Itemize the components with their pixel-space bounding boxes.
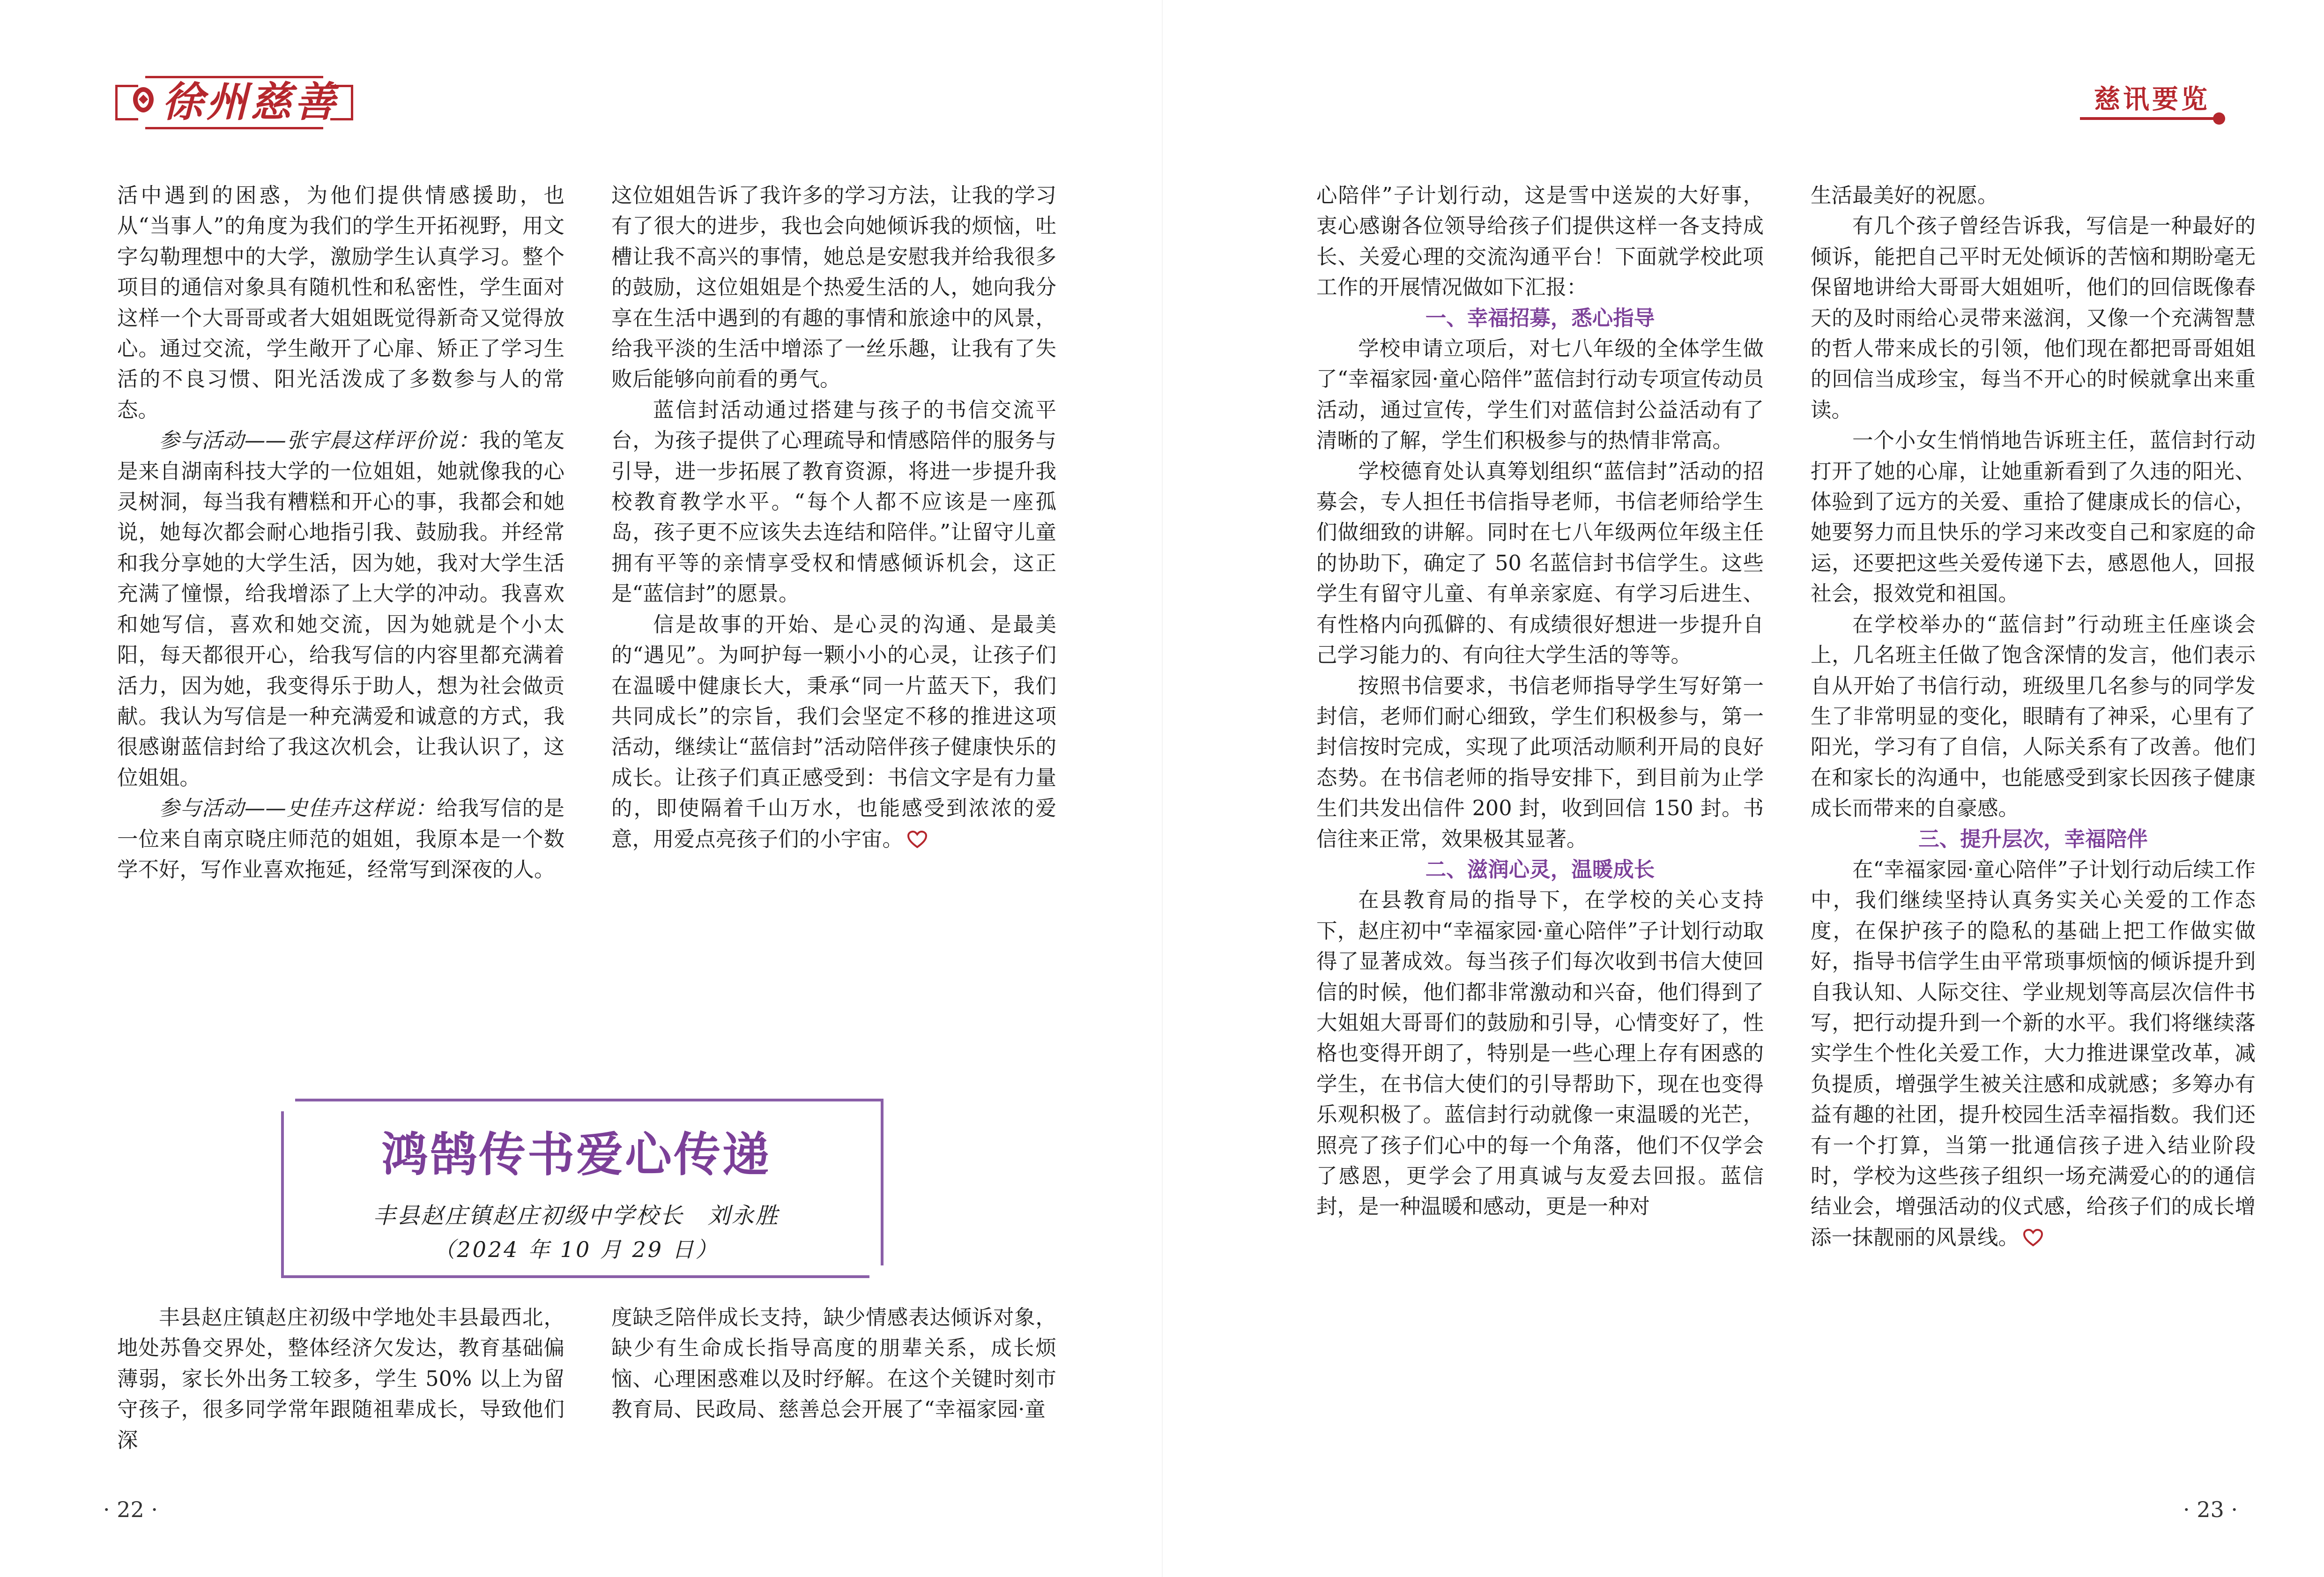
paragraph: 有几个孩子曾经告诉我，写信是一种最好的倾诉，能把自己平时无处倾诉的苦恼和期盼毫无保留地讲给大哥哥大姐姐听，他们的回信既像春天的及时雨给心灵带来滋润，又像一个充满智慧的哲人带来成长的引领，他们现在都把哥哥姐姐的回信当成珍宝，每当不开心的时候就拿出来重读。 bbox=[1811, 214, 2256, 422]
page-fold bbox=[1162, 0, 1163, 1577]
paragraph-text: 信是故事的开始、是心灵的沟通、是最美的“遇见”。为呵护每一颗小小的心灵，让孩子们在温暖中健康长大，秉承“同一片蓝天下，我们共同成长”的宗旨，我们会坚定不移的推进这项活动，继续让“蓝信封”活动陪伴孩子健康快乐的成长。让孩子们真正感受到：书信文字是有力量的，即使隔着千山万水，也能感受到浓浓的爱意，用爱点亮孩子们的小宇宙。 bbox=[611, 612, 1056, 851]
paragraph: 学校申请立项后，对七八年级的全体学生做了“幸福家园·童心陪伴”蓝信封行动专项宣传动员活动，通过宣传，学生们对蓝信封公益活动有了清晰的了解，学生们积极参与的热情非常高。 bbox=[1316, 337, 1764, 453]
page-number-right: · 23 · bbox=[2183, 1497, 2238, 1522]
paragraph bbox=[117, 425, 564, 793]
masthead bbox=[117, 70, 351, 136]
paragraph bbox=[1811, 855, 2256, 1253]
right-column-bottom bbox=[611, 1302, 1056, 1425]
left-column-top bbox=[117, 180, 564, 885]
paragraph: 按照书信要求，书信老师指导学生写好第一封信，老师们耐心细致，学生们积极参与，第一封信按时完成，实现了此项活动顺利开局的良好态势。在书信老师的指导安排下，到目前为止学生们共发出信件 200 封，收到回信 150 封。书信往来正常，效果极其显著。 bbox=[1316, 674, 1764, 851]
paragraph: 活中遇到的困惑，为他们提供情感援助，也从“当事人”的角度为我们的学生开拓视野，用文字勾勒理想中的大学，激励学生认真学习。整个项目的通信对象具有随机性和私密性，学生面对这样一个大哥哥或者大姐姐既觉得新奇又觉得放心。通过交流，学生敞开了心扉、矫正了学习生活的不良习惯、阳光活泼成了多数参与人的常态。 bbox=[117, 184, 564, 422]
quote-text: 给我写信的是一位来自南京晓庄师范的姐姐，我原本是一个数学不好，写作业喜欢拖延，经常写到深夜的人。 bbox=[117, 796, 564, 882]
left-column-bottom bbox=[117, 1302, 564, 1456]
paragraph: 蓝信封活动通过搭建与孩子的书信交流平台，为孩子提供了心理疏导和情感陪伴的服务与引导，进一步拓展了教育资源，将进一步提升我校教育教学水平。“每个人都不应该是一座孤岛，孩子更不应该失去连结和陪伴。”让留守儿童拥有平等的亲情享受权和情感倾诉机会，这正是“蓝信封”的愿景。 bbox=[611, 398, 1056, 606]
paragraph: 心陪伴”子计划行动，这是雪中送炭的大好事，衷心感谢各位领导给孩子们提供这样一各支持成长、关爱心理的交流沟通平台！下面就学校此项工作的开展情况做如下汇报： bbox=[1316, 184, 1764, 300]
quote-text: 我的笔友是来自湖南科技大学的一位姐姐，她就像我的心灵树洞，每当我有糟糕和开心的事，我都会和她说，她每次都会耐心地指引我、鼓励我。并经常和我分享她的大学生活，因为她，我对大学生活充满了憧憬，给我增添了上大学的冲动。我喜欢和她写信，喜欢和她交流，因为她就是个小太阳，每天都很开心，给我写信的内容里都充满着活力，因为她，我变得乐于助人，想为社会做贡献。我认为写信是一种充满爱和诚意的方式，我很感谢蓝信封给了我这次机会，让我认识了，这位姐姐。 bbox=[117, 429, 564, 790]
charity-logo-icon bbox=[129, 83, 157, 116]
page-number-left: · 22 · bbox=[103, 1497, 158, 1522]
article-title: 鸿鹄传书爱心传递 bbox=[381, 1127, 771, 1182]
heart-icon bbox=[907, 830, 928, 849]
page23-right-column bbox=[1811, 180, 2256, 1253]
paragraph: 度缺乏陪伴成长支持，缺少情感表达倾诉对象，缺少有生命成长指导高度的朋辈关系，成长烦恼、心理困惑难以及时纾解。在这个关键时刻市教育局、民政局、慈善总会开展了“幸福家园·童 bbox=[611, 1306, 1056, 1422]
paragraph: 一个小女生悄悄地告诉班主任，蓝信封行动打开了她的心扉，让她重新看到了久违的阳光、体验到了远方的关爱、重拾了健康成长的信心，她要努力而且快乐的学习来改变自己和家庭的命运，还要把这些关爱传递下去，感恩他人，回报社会，报效党和祖国。 bbox=[1811, 429, 2256, 606]
heart-icon bbox=[2023, 1228, 2043, 1247]
paragraph: 这位姐姐告诉了我许多的学习方法，让我的学习有了很大的进步，我也会向她倾诉我的烦恼，吐槽让我不高兴的事情，她总是安慰我并给我很多的鼓励，这位姐姐是个热爱生活的人，她向我分享在生活中遇到的有趣的事情和旅途中的风景，给我平淡的生活中增添了一丝乐趣，让我有了失败后能够向前看的勇气。 bbox=[611, 184, 1056, 392]
section-heading: 一、幸福招募，悉心指导 bbox=[1425, 306, 1655, 330]
article-author: 丰县赵庄镇赵庄初级中学校长 刘永胜 bbox=[373, 1203, 780, 1229]
section-rule bbox=[2080, 117, 2216, 120]
quote-lead: 参与活动——史佳卉这样说： bbox=[159, 796, 437, 821]
article-date: （2024 年 10 月 29 日） bbox=[433, 1237, 719, 1262]
paragraph: 学校德育处认真筹划组织“蓝信封”活动的招募会，专人担任书信指导老师，书信老师给学生们做细致的讲解。同时在七八年级两位年级主任的协助下，确定了 50 名蓝信封书信学生。这些学生有留守儿童、有单亲家庭、有学习后进生、有性格内向孤僻的、有成绩很好想进一步提升自己学习能力的、有向往大学生活的等等。 bbox=[1316, 459, 1764, 668]
section-heading: 二、滋润心灵，温暖成长 bbox=[1425, 857, 1655, 882]
paragraph: 在县教育局的指导下，在学校的关心支持下，赵庄初中“幸福家园·童心陪伴”子计划行动取得了显著成效。每当孩子们每次收到书信大使回信的时候，他们都非常激动和兴奋，他们得到了大姐姐大哥哥们的鼓励和引导，心情变好了，性格也变得开朗了，特别是一些心理上存有困惑的学生，在书信大使们的引导帮助下，现在也变得乐观积极了。蓝信封行动就像一束温暖的光芒，照亮了孩子们心中的每一个角落，他们不仅学会了感恩，更学会了用真诚与友爱去回报。蓝信封，是一种温暖和感动，更是一种对 bbox=[1316, 888, 1764, 1219]
page23-left-column bbox=[1316, 180, 1764, 1222]
paragraph bbox=[611, 610, 1056, 855]
paragraph-text: 在“幸福家园·童心陪伴”子计划行动后续工作中，我们继续坚持认真务实关心关爱的工作态度，在保护孩子的隐私的基础上把工作做实做好，指导书信学生由平常琐事烦恼的倾诉提升到自我认知、人际交往、学业规划等高层次信件书写，把行动提升到一个新的水平。我们将继续落实学生个性化关爱工作，大力推进课堂改革，减负提质，增强学生被关注感和成就感；多筹办有益有趣的社团，提升校园生活幸福指数。我们还有一个打算，当第一批通信孩子进入结业阶段时，学校为这些孩子组织一场充满爱心的的通信结业会，增强活动的仪式感，给孩子们的成长增添一抹靓丽的风景线。 bbox=[1811, 857, 2256, 1250]
paragraph bbox=[117, 793, 564, 885]
paragraph: 生活最美好的祝愿。 bbox=[1811, 184, 1998, 208]
quote-lead: 参与活动——张宇晨这样评价说： bbox=[159, 429, 480, 453]
paragraph: 在学校举办的“蓝信封”行动班主任座谈会上，几名班主任做了饱含深情的发言，他们表示自从开始了书信行动，班级里几名参与的同学发生了非常明显的变化，眼睛有了神采，心里有了阳光，学习有了自信，人际关系有了改善。他们在和家长的沟通中，也能感受到家长因孩子健康成长而带来的自豪感。 bbox=[1811, 612, 2256, 821]
right-column-top bbox=[611, 180, 1056, 855]
paragraph: 丰县赵庄镇赵庄初级中学地处丰县最西北，地处苏鲁交界处，整体经济欠发达，教育基础偏薄弱，家长外出务工较多，学生 50% 以上为留守孩子，很多同学常年跟随祖辈成长，导致他们深 bbox=[117, 1306, 564, 1452]
masthead-title: 徐州慈善 bbox=[162, 77, 339, 126]
section-heading: 三、提升层次，幸福陪伴 bbox=[1918, 827, 2148, 851]
section-dot bbox=[2213, 112, 2225, 125]
section-tag: 慈讯要览 bbox=[2094, 84, 2210, 115]
